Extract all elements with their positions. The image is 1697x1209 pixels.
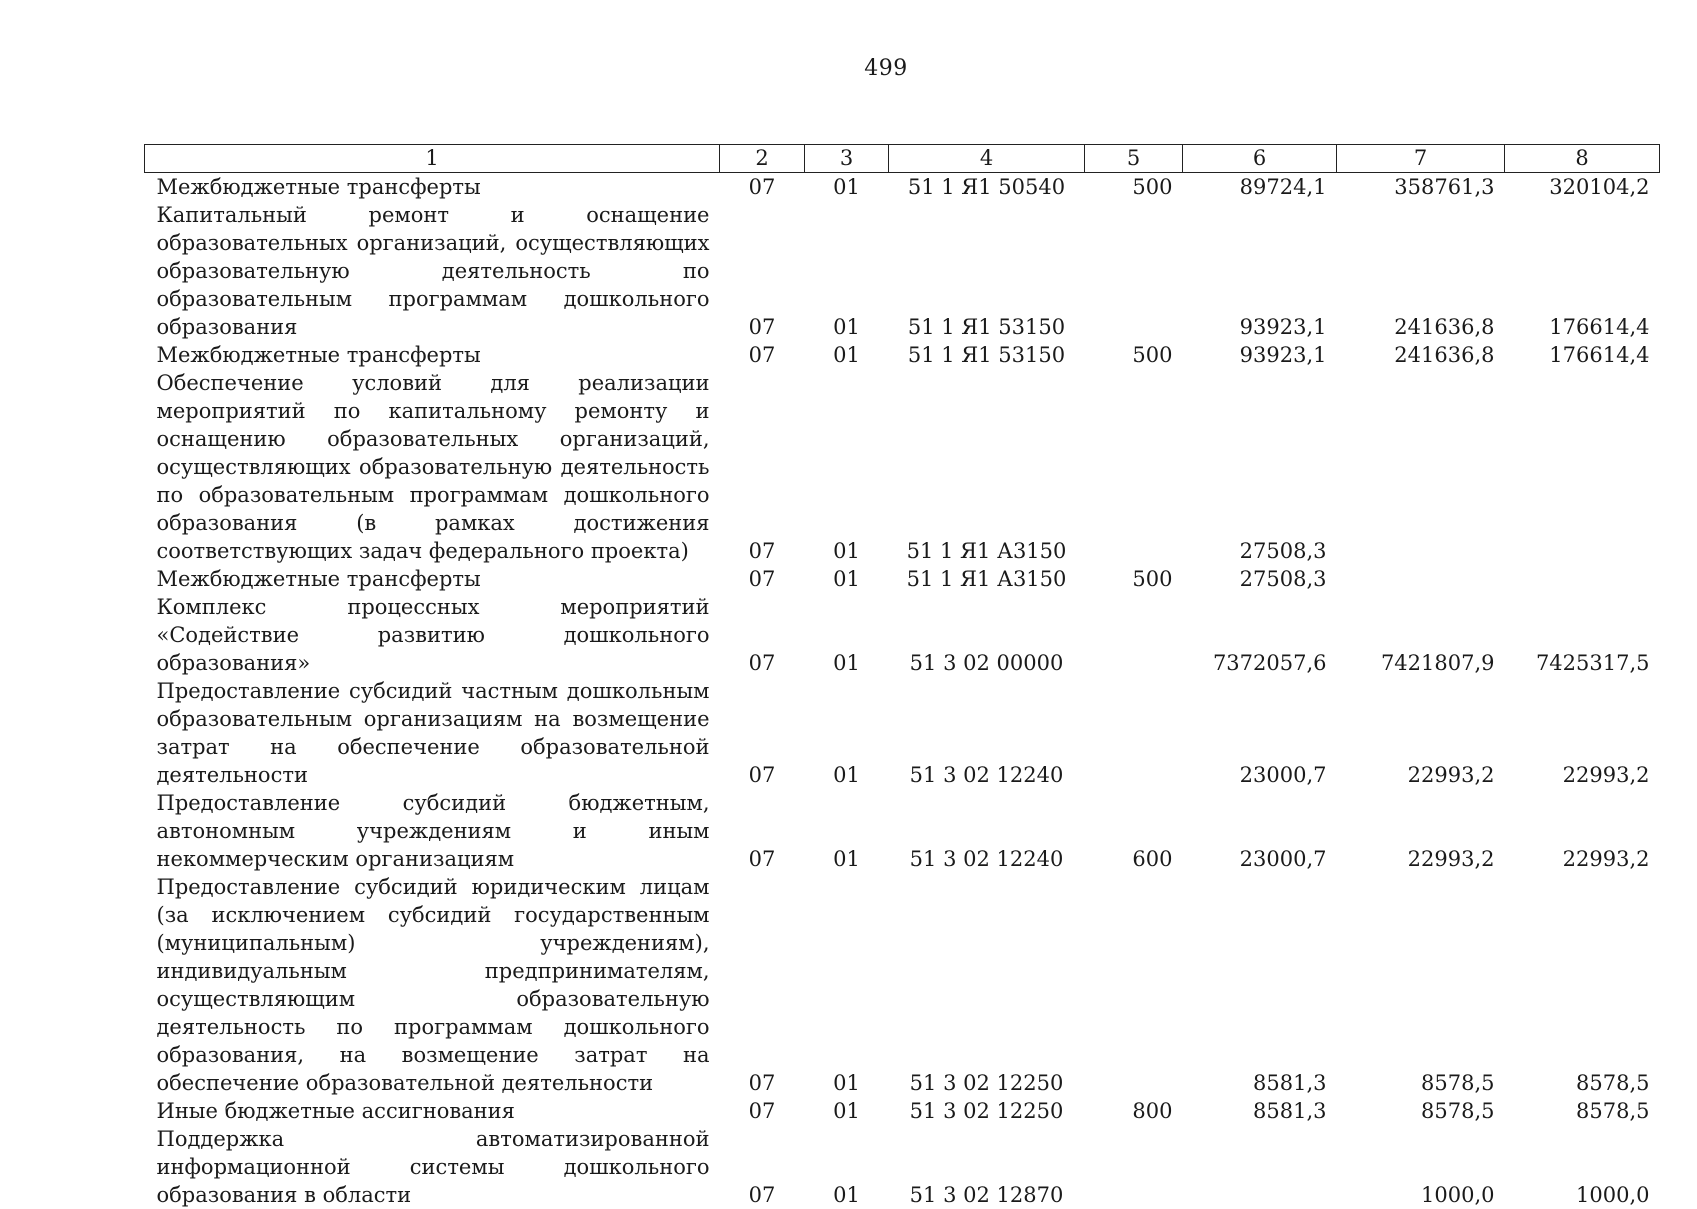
row-subsection: 01: [805, 173, 889, 202]
row-name: Межбюджетные трансферты: [145, 565, 720, 593]
row-amount-col-6: 23000,7: [1183, 677, 1337, 789]
row-amount-col-8: 8578,5: [1505, 1097, 1660, 1125]
header-col-1: 1: [145, 145, 720, 173]
row-name: Межбюджетные трансферты: [145, 341, 720, 369]
row-subsection: 01: [805, 789, 889, 873]
row-amount-col-8: 22993,2: [1505, 677, 1660, 789]
table-row: [145, 873, 1660, 1097]
row-amount-col-8: [1505, 369, 1660, 565]
row-section: 07: [720, 1097, 805, 1125]
row-expense-type: 800: [1085, 1097, 1183, 1125]
row-name: Комплекс процессных мероприятий «Содействие развитию дошкольного образования»: [145, 593, 720, 677]
row-name: Предоставление субсидий частным дошкольным образовательным организациям на возмещение затрат на обеспечение образовательной деятельности: [145, 677, 720, 789]
page-number: 499: [0, 56, 1697, 81]
row-name: Иные бюджетные ассигнования: [145, 1097, 720, 1125]
row-section: 07: [720, 341, 805, 369]
row-subsection: 01: [805, 369, 889, 565]
row-amount-col-8: 176614,4: [1505, 201, 1660, 341]
row-section: 07: [720, 565, 805, 593]
header-col-7: 7: [1337, 145, 1505, 173]
row-subsection: 01: [805, 341, 889, 369]
row-expense-type: 500: [1085, 341, 1183, 369]
row-amount-col-8: 7425317,5: [1505, 593, 1660, 677]
row-subsection: 01: [805, 677, 889, 789]
row-subsection: 01: [805, 873, 889, 1097]
row-section: 07: [720, 593, 805, 677]
header-col-4: 4: [889, 145, 1085, 173]
row-amount-col-7: 1000,0: [1337, 1125, 1505, 1209]
row-subsection: 01: [805, 1125, 889, 1209]
budget-table: [144, 144, 1660, 1209]
row-target-code: 51 1 Я1 А3150: [889, 565, 1085, 593]
row-amount-col-7: [1337, 369, 1505, 565]
header-col-5: 5: [1085, 145, 1183, 173]
row-amount-col-7: 241636,8: [1337, 341, 1505, 369]
header-col-8: 8: [1505, 145, 1660, 173]
row-amount-col-6: 7372057,6: [1183, 593, 1337, 677]
row-section: 07: [720, 1125, 805, 1209]
row-expense-type: [1085, 201, 1183, 341]
row-amount-col-6: 23000,7: [1183, 789, 1337, 873]
table-row: [145, 789, 1660, 873]
row-section: 07: [720, 201, 805, 341]
row-target-code: 51 1 Я1 А3150: [889, 369, 1085, 565]
row-amount-col-6: 93923,1: [1183, 201, 1337, 341]
header-col-6: 6: [1183, 145, 1337, 173]
row-name: Поддержка автоматизированной информационной системы дошкольного образования в области: [145, 1125, 720, 1209]
row-amount-col-8: 176614,4: [1505, 341, 1660, 369]
row-target-code: 51 1 Я1 50540: [889, 173, 1085, 202]
row-amount-col-7: 7421807,9: [1337, 593, 1505, 677]
row-subsection: 01: [805, 565, 889, 593]
table-row: [145, 201, 1660, 341]
row-amount-col-8: 22993,2: [1505, 789, 1660, 873]
row-section: 07: [720, 873, 805, 1097]
row-name: Предоставление субсидий юридическим лицам (за исключением субсидий государственным (муниципальным) учреждениям), индивидуальным предпринимателям, осуществляющим образовательную деятельность по программам дошкольного образования, на возмещение затрат на обеспечение образовательной деятельности: [145, 873, 720, 1097]
row-expense-type: 500: [1085, 565, 1183, 593]
row-target-code: 51 3 02 12240: [889, 677, 1085, 789]
row-section: 07: [720, 789, 805, 873]
table-row: [145, 1097, 1660, 1125]
row-target-code: 51 3 02 00000: [889, 593, 1085, 677]
table-row: [145, 341, 1660, 369]
row-amount-col-6: 93923,1: [1183, 341, 1337, 369]
row-amount-col-8: [1505, 565, 1660, 593]
row-name: Межбюджетные трансферты: [145, 173, 720, 202]
row-amount-col-6: 89724,1: [1183, 173, 1337, 202]
row-expense-type: [1085, 677, 1183, 789]
row-amount-col-8: 8578,5: [1505, 873, 1660, 1097]
table-body: [145, 173, 1660, 1209]
row-amount-col-6: [1183, 1125, 1337, 1209]
row-target-code: 51 1 Я1 53150: [889, 201, 1085, 341]
row-amount-col-7: 8578,5: [1337, 1097, 1505, 1125]
table-row: [145, 1125, 1660, 1209]
row-name: Предоставление субсидий бюджетным, автономным учреждениям и иным некоммерческим организациям: [145, 789, 720, 873]
table-row: [145, 369, 1660, 565]
row-section: 07: [720, 173, 805, 202]
row-target-code: 51 3 02 12870: [889, 1125, 1085, 1209]
table-row: [145, 565, 1660, 593]
row-amount-col-7: 22993,2: [1337, 789, 1505, 873]
row-amount-col-7: [1337, 565, 1505, 593]
row-amount-col-6: 8581,3: [1183, 1097, 1337, 1125]
header-col-2: 2: [720, 145, 805, 173]
row-name: Обеспечение условий для реализации мероприятий по капитальному ремонту и оснащению образовательных организаций, осуществляющих образовательную деятельность по образовательным программам дошкольного образования (в рамках достижения соответствующих задач федерального проекта): [145, 369, 720, 565]
row-amount-col-6: 8581,3: [1183, 873, 1337, 1097]
table-row: [145, 593, 1660, 677]
header-col-3: 3: [805, 145, 889, 173]
row-amount-col-6: 27508,3: [1183, 565, 1337, 593]
row-subsection: 01: [805, 593, 889, 677]
row-expense-type: [1085, 873, 1183, 1097]
row-amount-col-8: 320104,2: [1505, 173, 1660, 202]
row-expense-type: [1085, 1125, 1183, 1209]
column-number-header: [145, 145, 1660, 173]
row-amount-col-8: 1000,0: [1505, 1125, 1660, 1209]
row-amount-col-6: 27508,3: [1183, 369, 1337, 565]
row-expense-type: [1085, 369, 1183, 565]
row-amount-col-7: 8578,5: [1337, 873, 1505, 1097]
row-subsection: 01: [805, 201, 889, 341]
row-target-code: 51 1 Я1 53150: [889, 341, 1085, 369]
row-subsection: 01: [805, 1097, 889, 1125]
row-amount-col-7: 22993,2: [1337, 677, 1505, 789]
row-target-code: 51 3 02 12250: [889, 1097, 1085, 1125]
row-expense-type: 600: [1085, 789, 1183, 873]
row-target-code: 51 3 02 12250: [889, 873, 1085, 1097]
row-expense-type: 500: [1085, 173, 1183, 202]
row-amount-col-7: 241636,8: [1337, 201, 1505, 341]
row-section: 07: [720, 677, 805, 789]
row-target-code: 51 3 02 12240: [889, 789, 1085, 873]
row-expense-type: [1085, 593, 1183, 677]
row-amount-col-7: 358761,3: [1337, 173, 1505, 202]
table-row: [145, 173, 1660, 202]
row-section: 07: [720, 369, 805, 565]
row-name: Капитальный ремонт и оснащение образовательных организаций, осуществляющих образовательную деятельность по образовательным программам дошкольного образования: [145, 201, 720, 341]
table-row: [145, 677, 1660, 789]
